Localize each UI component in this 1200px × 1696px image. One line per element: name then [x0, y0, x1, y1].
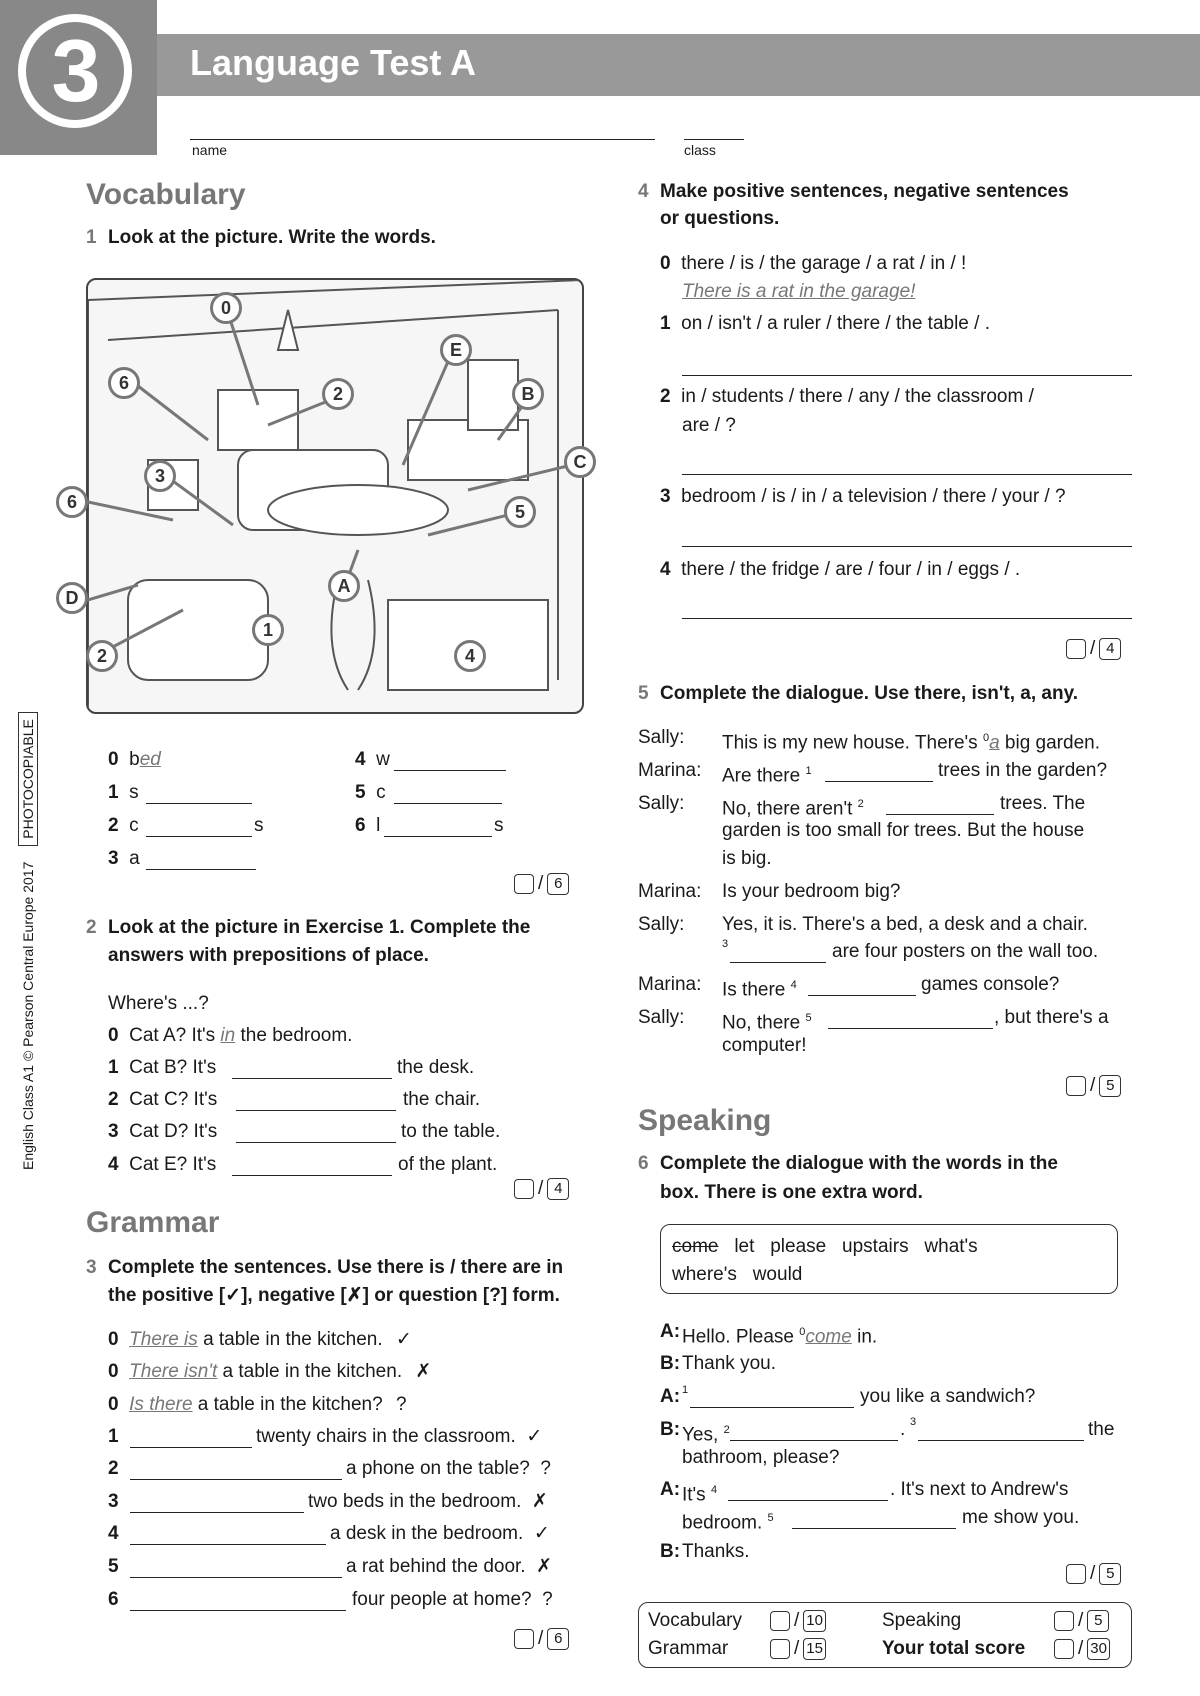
word-start: s — [129, 782, 139, 803]
item-number: 0 — [108, 749, 119, 770]
ex1-item-0 — [108, 748, 161, 772]
ex2-blank-1[interactable] — [232, 1078, 392, 1079]
ex5-blank-3[interactable] — [730, 962, 826, 963]
ex3-item-4-text — [330, 1522, 550, 1546]
ex4-item-2 — [660, 385, 1034, 409]
ex5-line-3-end: trees. The — [1000, 793, 1086, 814]
ex6-speaker-2: B: — [660, 1353, 681, 1374]
line-text: No, there aren't — [722, 798, 858, 820]
ex5-line-6 — [722, 973, 797, 1002]
gap-number: 5 — [805, 1012, 812, 1024]
item-mark: ? — [542, 1589, 553, 1610]
ex2-item-1 — [108, 1056, 216, 1080]
score-box[interactable] — [514, 1629, 534, 1649]
picture-label-1: 1 — [252, 614, 284, 646]
vocabulary-heading: Vocabulary — [86, 178, 246, 211]
ex4-instruction-1: Make positive sentences, negative sentences — [660, 181, 1069, 202]
vocabulary-total-row: Vocabulary / 10 — [648, 1610, 826, 1632]
ex3-item-3-number: 3 — [108, 1491, 119, 1512]
ex5-speaker-7: Sally: — [638, 1007, 685, 1028]
ex1-number: 1 — [86, 227, 97, 248]
word-start: c — [376, 782, 386, 803]
ex5-speaker-6: Marina: — [638, 974, 702, 995]
ex1-instruction: Look at the picture. Write the words. — [108, 227, 436, 248]
ex2-prompt: Where's ...? — [108, 993, 209, 1014]
score-total: 6 — [547, 1628, 569, 1650]
example-answer: in — [220, 1025, 236, 1046]
picture-label-0: 0 — [210, 292, 242, 324]
ex5-instruction: Complete the dialogue. Use there, isn't, a, any. — [660, 683, 1079, 704]
ex4-item-2-cont: are / ? — [682, 415, 736, 436]
item-pre: Cat C? It's — [129, 1089, 218, 1110]
ex5-line-2-end: trees in the garden? — [938, 760, 1108, 781]
ex1-blank-4[interactable] — [394, 770, 506, 771]
gap-number: 5 — [767, 1512, 774, 1524]
ex2-instruction-1: Look at the picture in Exercise 1. Complete the — [108, 917, 531, 938]
line-text: Hello. Please — [682, 1326, 800, 1348]
ex3-number: 3 — [86, 1257, 97, 1278]
score-box[interactable] — [770, 1611, 790, 1631]
ex2-item-4-post: of the plant. — [398, 1154, 498, 1175]
item-mark: ✓ — [395, 1329, 412, 1350]
header-bar — [0, 0, 1200, 158]
ex5-line-2 — [722, 759, 812, 788]
item-number: 2 — [108, 1089, 119, 1110]
item-text: two beds in the bedroom. — [308, 1491, 522, 1512]
ex1-blank-3[interactable] — [146, 869, 256, 870]
line-text: Is there — [722, 979, 791, 1001]
picture-label-6-top: 6 — [108, 367, 140, 399]
ex6-blank-2[interactable] — [730, 1440, 898, 1441]
item-mark: ? — [395, 1394, 407, 1415]
ex4-answer-line-3[interactable] — [682, 546, 1132, 547]
ex6-score: / 5 — [1066, 1563, 1121, 1585]
picture-label-6-left: 6 — [56, 486, 88, 518]
example-answer: ed — [139, 749, 161, 770]
item-pre: Cat A? It's — [129, 1025, 221, 1046]
speaking-total-value: 5 — [1087, 1610, 1109, 1632]
ex1-blank-1[interactable] — [146, 803, 252, 804]
ex4-answer-line-1[interactable] — [682, 375, 1132, 376]
ex5-speaker-3: Sally: — [638, 793, 685, 814]
ex4-instruction-2: or questions. — [660, 208, 780, 229]
line-text: This is my new house. There's — [722, 732, 983, 754]
word-start: c — [129, 815, 139, 836]
ex4-item-4 — [660, 558, 1020, 582]
ex5-line-5: Yes, it is. There's a bed, a desk and a chair. — [722, 914, 1088, 935]
ex1-item-6 — [355, 814, 380, 838]
callout-lines — [88, 280, 582, 712]
score-total: 4 — [1099, 638, 1121, 660]
ex4-item-3 — [660, 485, 1066, 509]
item-words: bedroom / is / in / a television / there / your / ? — [681, 486, 1066, 507]
item-number: 1 — [108, 1057, 119, 1078]
ex6-blank-3[interactable] — [918, 1440, 1084, 1441]
ex3-blank-2[interactable] — [130, 1479, 342, 1480]
ex1-blank-6[interactable] — [384, 836, 492, 837]
example-answer: There is — [129, 1329, 198, 1350]
ex3-item-2-text — [346, 1457, 551, 1481]
item-number: 2 — [660, 386, 671, 407]
grammar-total-value: 15 — [803, 1638, 826, 1660]
item-number: 0 — [108, 1394, 119, 1415]
ex2-number: 2 — [86, 917, 97, 938]
gap-number: 0 — [982, 732, 990, 744]
ex5-speaker-5: Sally: — [638, 914, 685, 935]
gap-number: 0 — [799, 1326, 806, 1338]
picture-label-4: 4 — [454, 640, 486, 672]
item-number: 4 — [108, 1154, 119, 1175]
item-text: a phone on the table? — [346, 1458, 530, 1479]
ex6-line-5-end2: me show you. — [962, 1507, 1080, 1528]
ex1-score: / 6 — [514, 873, 569, 895]
ex6-speaker-4: B: — [660, 1419, 681, 1440]
ex5-blank-4[interactable] — [808, 995, 916, 996]
line-text: big garden. — [999, 732, 1100, 754]
ex5-line-5-end: are four posters on the wall too. — [832, 941, 1099, 962]
ex2-blank-3[interactable] — [236, 1142, 396, 1143]
name-label: name — [192, 142, 228, 158]
item-text: a desk in the bedroom. — [330, 1523, 524, 1544]
ex2-score: / 4 — [514, 1178, 569, 1200]
ex5-score: / 5 — [1066, 1075, 1121, 1097]
item-mark: ✓ — [526, 1426, 543, 1447]
ex3-instruction-1: Complete the sentences. Use there is / there are in — [108, 1257, 564, 1278]
ex2-blank-2[interactable] — [236, 1110, 396, 1111]
item-number: 0 — [660, 253, 671, 274]
picture-label-2-bottom: 2 — [86, 640, 118, 672]
ex1-item-6-end: s — [494, 815, 504, 836]
grammar-total-label: Grammar — [648, 1638, 729, 1659]
line-text: bedroom. — [682, 1512, 768, 1534]
item-number: 0 — [108, 1329, 119, 1350]
ex6-line-5-end: . It's next to Andrew's — [890, 1479, 1069, 1500]
gap-number: 2 — [857, 798, 864, 810]
example-answer: come — [805, 1326, 852, 1348]
ex6-blank-5[interactable] — [792, 1528, 956, 1529]
ex5-speaker-4: Marina: — [638, 881, 702, 902]
item-number: 1 — [108, 782, 119, 803]
word-box-line-1 — [672, 1235, 978, 1259]
ex5-speaker-2: Marina: — [638, 760, 702, 781]
score-total: 5 — [1099, 1075, 1121, 1097]
speaking-total-row: Speaking / 5 — [882, 1610, 1109, 1632]
picture-label-5: 5 — [504, 496, 536, 528]
item-mark: ✗ — [531, 1491, 548, 1512]
line-text: in. — [851, 1326, 878, 1348]
word-start: b — [129, 749, 140, 770]
item-number: 0 — [108, 1025, 119, 1046]
item-pre: Cat B? It's — [129, 1057, 217, 1078]
ex3-item-5-text — [346, 1555, 552, 1579]
item-number: 3 — [108, 848, 119, 869]
ex1-blank-2[interactable] — [146, 836, 252, 837]
picture-label-C: C — [564, 446, 596, 478]
score-box[interactable] — [1066, 1076, 1086, 1096]
score-box[interactable] — [1066, 1564, 1086, 1584]
ex4-item-0 — [660, 252, 966, 276]
word-start: w — [376, 749, 390, 770]
ex1-item-2-end: s — [254, 815, 264, 836]
item-mark: ✗ — [536, 1556, 553, 1577]
ex6-blank-1[interactable] — [690, 1407, 854, 1408]
ex1-item-2 — [108, 814, 139, 838]
line-text: Yes, — [682, 1424, 724, 1446]
ex6-line-2: Thank you. — [682, 1353, 776, 1374]
score-box[interactable] — [1054, 1639, 1074, 1659]
item-mark: ✓ — [533, 1523, 550, 1544]
picture-label-A: A — [328, 570, 360, 602]
ex4-score: / 4 — [1066, 638, 1121, 660]
overall-total-row: Your total score / 30 — [882, 1638, 1110, 1660]
item-text: a table in the kitchen. — [203, 1329, 383, 1350]
ex6-speaker-6: B: — [660, 1541, 681, 1562]
item-pre: Cat E? It's — [129, 1154, 217, 1175]
gap-number: 4 — [790, 979, 797, 991]
item-text: four people at home? — [352, 1589, 532, 1610]
ex5-line-4: Is your bedroom big? — [722, 881, 901, 902]
gap-number: 4 — [710, 1484, 718, 1496]
line-text: It's — [682, 1484, 711, 1506]
gap-number-3: 3 — [910, 1416, 917, 1428]
item-text: twenty chairs in the classroom. — [256, 1426, 516, 1447]
example-answer: There isn't — [129, 1361, 218, 1382]
picture-label-B: B — [512, 378, 544, 410]
vocabulary-total-value: 10 — [803, 1610, 826, 1632]
ex6-speaker-3: A: — [660, 1386, 681, 1407]
page-title: Language Test A — [190, 42, 477, 83]
grammar-total-row: Grammar / 15 — [648, 1638, 826, 1660]
ex2-instruction-2: answers with prepositions of place. — [108, 945, 429, 966]
ex5-line-3-cont2: is big. — [722, 848, 772, 869]
word-start: a — [129, 848, 140, 869]
score-box[interactable] — [1066, 639, 1086, 659]
word-start: l — [376, 815, 381, 836]
picture-label-E: E — [440, 334, 472, 366]
item-number: 6 — [355, 815, 366, 836]
score-box[interactable] — [1054, 1611, 1074, 1631]
ex3-instruction-2: the positive [✓], negative [✗] or question [?] form. — [108, 1285, 560, 1306]
speaking-total-label: Speaking — [882, 1610, 962, 1631]
ex5-line-6-end: games console? — [921, 974, 1060, 995]
ex6-number: 6 — [638, 1153, 649, 1174]
ex5-blank-1[interactable] — [825, 781, 933, 782]
overall-total-label: Your total score — [882, 1638, 1026, 1659]
ex5-line-7-cont: computer! — [722, 1035, 807, 1056]
item-number: 1 — [660, 313, 671, 334]
ex1-item-5 — [355, 781, 386, 805]
ex3-item-0c — [108, 1393, 407, 1417]
unit-number: 3 — [51, 21, 101, 120]
gap-number-3: 3 — [722, 938, 729, 950]
ex6-line-4-end: the — [1088, 1419, 1115, 1440]
ex6-speaker-1: A: — [660, 1321, 681, 1342]
item-text: a table in the kitchen? — [197, 1394, 383, 1415]
item-mark: ✗ — [415, 1361, 432, 1382]
ex3-item-6-number: 6 — [108, 1589, 119, 1610]
ex4-example-answer: There is a rat in the garage! — [682, 281, 916, 302]
ex3-item-1-text — [256, 1425, 542, 1449]
item-number: 2 — [108, 815, 119, 836]
gap-number-1: 1 — [682, 1384, 689, 1396]
speaking-heading: Speaking — [638, 1104, 772, 1137]
picture-label-D: D — [56, 582, 88, 614]
copyright-text: English Class A1 © Pearson Central Europe 2017 — [20, 861, 36, 1170]
score-box[interactable] — [770, 1639, 790, 1659]
score-box[interactable] — [514, 874, 534, 894]
ex5-number: 5 — [638, 683, 649, 704]
item-text: a table in the kitchen. — [222, 1361, 403, 1382]
ex3-blank-1[interactable] — [130, 1447, 252, 1448]
item-number: 0 — [108, 1361, 119, 1382]
item-words: there / the fridge / are / four / in / eggs / . — [681, 559, 1021, 580]
ex1-blank-5[interactable] — [394, 803, 502, 804]
ex6-line-6: Thanks. — [682, 1541, 750, 1562]
ex6-instruction-2: box. There is one extra word. — [660, 1182, 923, 1203]
ex6-instruction-1: Complete the dialogue with the words in the — [660, 1153, 1058, 1174]
example-answer: Is there — [129, 1394, 193, 1415]
ex6-line-4-dot: . — [900, 1419, 906, 1440]
ex2-item-3-post: to the table. — [401, 1121, 501, 1142]
ex3-item-4-number: 4 — [108, 1523, 119, 1544]
ex4-answer-line-4[interactable] — [682, 618, 1132, 619]
score-total: 6 — [547, 873, 569, 895]
ex1-item-1 — [108, 781, 139, 805]
item-text: a rat behind the door. — [346, 1556, 526, 1577]
item-words: there / is / the garage / a rat / in / ! — [681, 253, 967, 274]
item-words: on / isn't / a ruler / there / the table / . — [681, 313, 990, 334]
item-number: 4 — [355, 749, 366, 770]
ex2-item-4 — [108, 1153, 216, 1177]
ex3-blank-4[interactable] — [130, 1544, 326, 1545]
item-number: 3 — [660, 486, 671, 507]
line-text: No, there — [722, 1012, 806, 1034]
ex5-blank-2[interactable] — [886, 814, 994, 815]
ex6-blank-4[interactable] — [728, 1500, 888, 1501]
crossed-word: come — [672, 1236, 719, 1257]
ex3-item-2-number: 2 — [108, 1458, 119, 1479]
ex6-line-4 — [682, 1418, 730, 1447]
ex6-line-1 — [682, 1320, 877, 1349]
ex6-speaker-5: A: — [660, 1479, 681, 1500]
gap-number: 2 — [723, 1424, 730, 1436]
ex4-item-1 — [660, 312, 990, 336]
ex1-item-4 — [355, 748, 390, 772]
ex5-line-7-end: , but there's a — [994, 1007, 1109, 1028]
ex5-line-3-cont: garden is too small for trees. But the house — [722, 820, 1085, 841]
ex3-item-5-number: 5 — [108, 1556, 119, 1577]
item-words: in / students / there / any / the classroom / — [681, 386, 1034, 407]
ex3-blank-5[interactable] — [130, 1577, 342, 1578]
example-answer: a — [989, 732, 1000, 754]
item-mark: ? — [540, 1458, 551, 1479]
class-line[interactable] — [684, 139, 744, 140]
bedroom-picture — [86, 278, 584, 714]
ex5-speaker-1: Sally: — [638, 727, 685, 748]
grammar-heading: Grammar — [86, 1206, 220, 1239]
overall-total-value: 30 — [1087, 1638, 1110, 1660]
ex5-line-3 — [722, 792, 864, 821]
ex4-number: 4 — [638, 181, 649, 202]
ex2-item-1-post: the desk. — [397, 1057, 475, 1078]
copyright-vertical — [20, 712, 36, 1170]
score-total: 5 — [1099, 1563, 1121, 1585]
score-box[interactable] — [514, 1179, 534, 1199]
item-post: the bedroom. — [235, 1025, 353, 1046]
gap-number: 1 — [805, 765, 812, 777]
ex5-line-1 — [722, 726, 1100, 755]
ex6-line-5-cont — [682, 1506, 774, 1535]
ex3-item-1-number: 1 — [108, 1426, 119, 1447]
picture-label-2-top: 2 — [322, 378, 354, 410]
ex2-item-2 — [108, 1088, 217, 1112]
photocopiable-badge: PHOTOCOPIABLE — [18, 712, 38, 846]
ex5-blank-5[interactable] — [828, 1028, 993, 1029]
ex4-answer-line-2[interactable] — [682, 474, 1132, 475]
item-number: 5 — [355, 782, 366, 803]
vocabulary-total-label: Vocabulary — [648, 1610, 743, 1631]
ex5-line-7 — [722, 1006, 812, 1035]
ex3-blank-3[interactable] — [130, 1512, 304, 1513]
class-label: class — [684, 142, 716, 158]
ex3-item-3-text — [308, 1490, 548, 1514]
item-number: 4 — [660, 559, 671, 580]
word-box-line-2: where's would — [672, 1264, 803, 1285]
picture-label-3: 3 — [144, 460, 176, 492]
box-words: let please upstairs what's — [734, 1236, 978, 1257]
ex3-item-6-text — [352, 1588, 553, 1612]
item-pre: Cat D? It's — [129, 1121, 218, 1142]
ex2-item-3 — [108, 1120, 217, 1144]
item-number: 3 — [108, 1121, 119, 1142]
ex1-item-3 — [108, 847, 140, 871]
score-total: 4 — [547, 1178, 569, 1200]
ex3-item-0b — [108, 1360, 431, 1384]
name-line[interactable] — [190, 139, 655, 140]
ex2-blank-4[interactable] — [232, 1175, 392, 1176]
ex3-score: / 6 — [514, 1628, 569, 1650]
ex2-item-2-post: the chair. — [403, 1089, 481, 1110]
line-text: Are there — [722, 765, 806, 787]
ex2-item-0 — [108, 1024, 352, 1048]
ex6-line-5 — [682, 1478, 717, 1507]
ex6-line-3-end: you like a sandwich? — [860, 1386, 1036, 1407]
ex3-item-0a — [108, 1328, 412, 1352]
ex3-blank-6[interactable] — [130, 1610, 346, 1611]
ex6-line-4-cont: bathroom, please? — [682, 1447, 840, 1468]
